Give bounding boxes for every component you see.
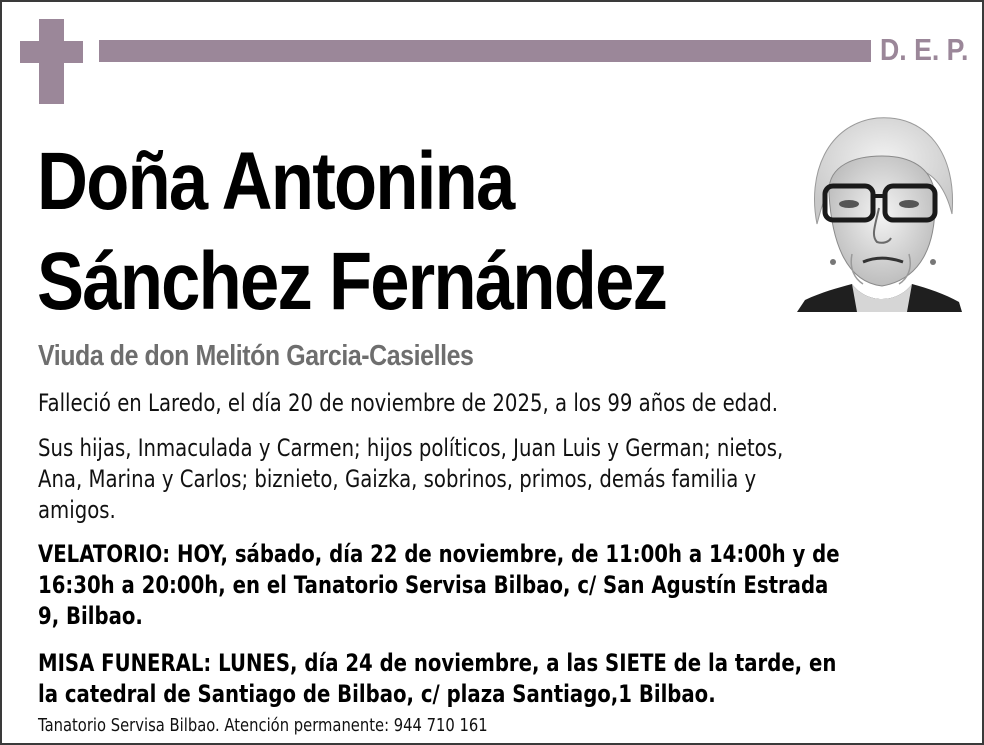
cross-horizontal-bar xyxy=(20,41,83,63)
family-line: Sus hijas, Inmaculada y Carmen; hijos políticos, Juan Luis y German; nietos, xyxy=(38,434,784,462)
portrait-image xyxy=(797,104,962,312)
header-rule xyxy=(99,40,871,62)
wake-line: 9, Bilbao. xyxy=(38,602,143,630)
funeral-mass-paragraph xyxy=(38,648,899,710)
family-paragraph xyxy=(38,433,899,526)
wake-line: 16:30h a 20:00h, en el Tanatorio Servisa Bilbao, c/ San Agustín Estrada xyxy=(38,571,829,599)
wake-paragraph xyxy=(38,539,899,632)
wake-line: VELATORIO: HOY, sábado, día 22 de noviembre, de 11:00h a 14:00h y de xyxy=(38,540,840,568)
funeral-mass-line: la catedral de Santiago de Bilbao, c/ plaza Santiago,1 Bilbao. xyxy=(38,680,716,708)
dep-label: D. E. P. xyxy=(880,32,969,67)
cross-icon xyxy=(20,19,83,104)
widow-of-subtitle: Viuda de don Melitón Garcia-Casielles xyxy=(38,340,474,372)
funeral-mass-line: MISA FUNERAL: LUNES, día 24 de noviembre, a las SIETE de la tarde, en xyxy=(38,649,837,677)
deceased-photo xyxy=(797,104,962,312)
funeral-home-contact: Tanatorio Servisa Bilbao. Atención permanente: 944 710 161 xyxy=(38,715,488,736)
deceased-name-line-2: Sánchez Fernández xyxy=(37,236,667,327)
death-notice xyxy=(38,388,899,419)
deceased-name-line-1: Doña Antonina xyxy=(37,136,514,227)
family-line: amigos. xyxy=(38,496,116,524)
family-line: Ana, Marina y Carlos; biznieto, Gaizka, sobrinos, primos, demás familia y xyxy=(38,465,757,493)
deceased-name xyxy=(37,132,666,332)
death-notice-text: Falleció en Laredo, el día 20 de noviembre de 2025, a los 99 años de edad. xyxy=(38,389,778,417)
